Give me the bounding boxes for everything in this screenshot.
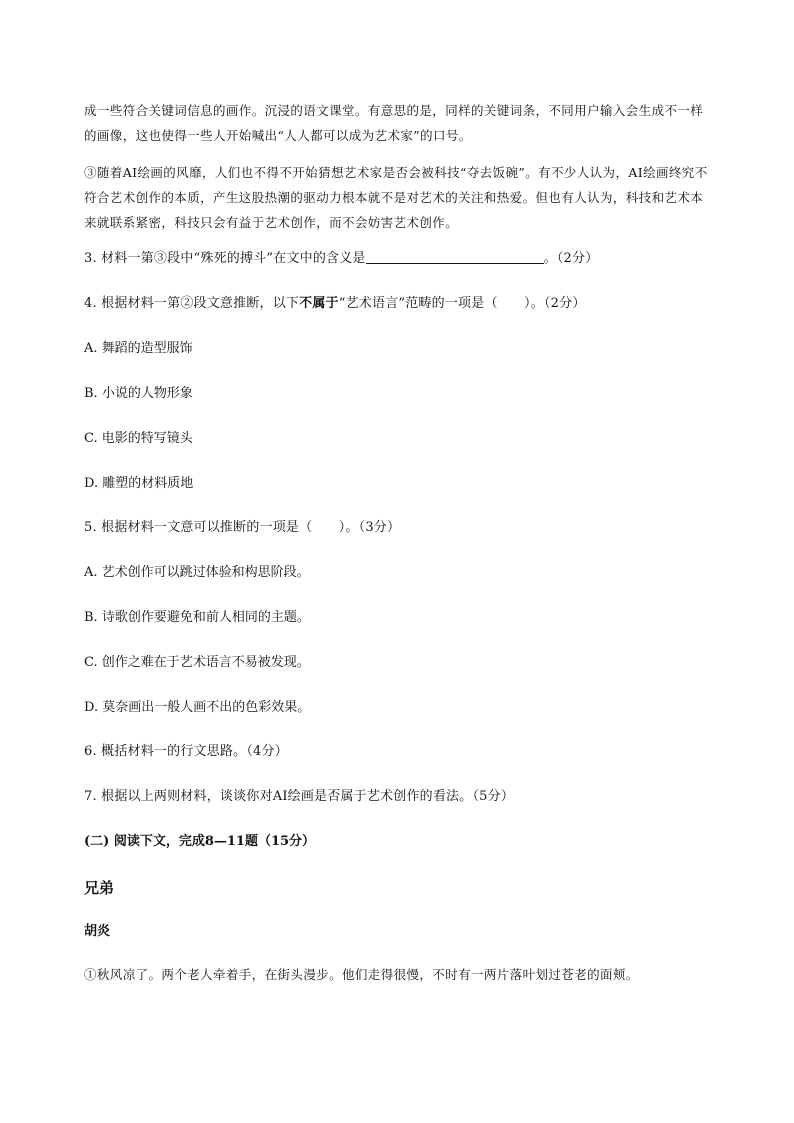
question-5-option-a: A. 艺术创作可以跳过体验和构思阶段。 [84,565,310,580]
question-4-option-b: B. 小说的人物形象 [84,386,193,401]
question-3 [84,248,710,270]
question-4-option-d: D. 雕塑的材料质地 [84,476,194,491]
question-5: 5. 根据材料一文意可以推断的一项是（ ）。（3分） [84,520,401,535]
question-4-suffix: “艺术语言”范畴的一项是（ ）。（2分） [338,296,586,311]
question-4-emphasis: 不属于 [299,296,339,311]
question-3-answer-blank [366,249,544,264]
question-3-prefix: 3. 材料一第③段中“殊死的搏斗”在文中的含义是 [84,251,366,266]
story-title: 兄弟 [84,879,115,897]
question-5-option-d: D. 莫奈画出一般人画不出的色彩效果。 [84,700,311,715]
question-4 [84,293,710,315]
material-paragraph-continued: 成一些符合关键词信息的画作。沉浸的语文课堂。有意思的是，同样的关键词条，不同用户输入会生成不一样的画像，这也使得一些人开始喊出“人人都可以成为艺术家”的口号。 [84,103,704,143]
question-4-option-c: C. 电影的特写镜头 [84,431,193,446]
question-6: 6. 概括材料一的行文思路。（4分） [84,744,288,759]
question-5-option-b: B. 诗歌创作要避免和前人相同的主题。 [84,610,310,625]
question-7: 7. 根据以上两则材料，谈谈你对AI绘画是否属于艺术创作的看法。（5分） [84,789,515,804]
question-4-option-a: A. 舞蹈的造型服饰 [84,341,193,356]
question-5-option-c: C. 创作之难在于艺术语言不易被发现。 [84,655,310,670]
story-paragraph-1: ①秋风凉了。两个老人牵着手，在街头漫步。他们走得很慢，不时有一两片落叶划过苍老的面颊。 [84,967,639,982]
story-author: 胡炎 [84,924,111,939]
question-3-suffix: 。（2分） [543,251,599,266]
material-paragraph-3: ③随着AI绘画的风靡，人们也不得不开始猜想艺术家是否会被科技“夺去饭碗”。有不少人认为，AI绘画终究不符合艺术创作的本质，产生这股热潮的驱动力根本就不是对艺术的关注和热爱。但也有人认为，科技和艺术本来就联系紧密，科技只会有益于艺术创作，而不会妨害艺术创作。 [84,165,708,230]
section-heading: (二) 阅读下文，完成8—11题（15分） [84,834,316,849]
question-4-prefix: 4. 根据材料一第②段文意推断，以下 [84,296,300,311]
